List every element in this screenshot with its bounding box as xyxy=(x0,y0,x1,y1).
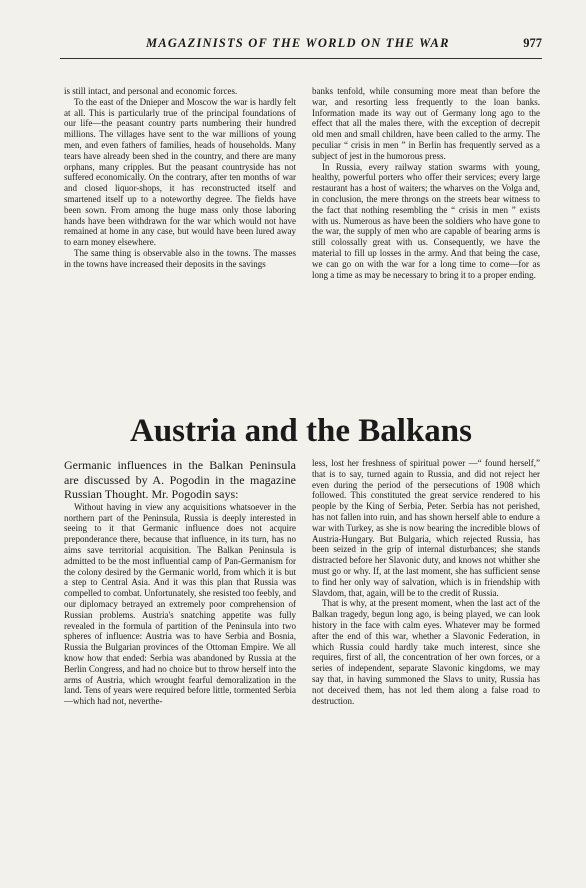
paragraph: In Russia, every railway station swarms with young, healthy, powerful porters who offer their services; every large restaurant has a host of waiters; the wharves on the Volga and, in conclusion, the mere throngs on the streets bear witness to the fact that nothing resembling the “ crisis in men ” exists with us. Numerous as have been the soldiers who have gone to the war, the supply of men who are capable of bearing arms is still colossally great with us. Consequently, we have the material to fill up losses in the army. And that being the case, we can go on with the war for a long time to come—for as long a time as may be necessary to bring it to a proper ending. xyxy=(312,161,540,280)
article-intro: Germanic influences in the Balkan Peninsula are discussed by A. Pogodin in the magazine Russian Thought. Mr. Pogodin says: xyxy=(64,458,296,502)
running-title: MAGAZINISTS OF THE WORLD ON THE WAR xyxy=(146,36,450,50)
paragraph: less, lost her freshness of spiritual power —“ found herself,” that is to say, turned again to Russia, and did not reject her even during the period of the persecutions of 1908 which followed. This constituted the great service rendered to his people by the King of Serbia, Peter. Serbia has not perished, has not fallen into ruin, and has shown herself able to endure a war with Turkey, as she is now bearing the incredible blows of Austria-Hungary. But Bulgaria, which rejected Russia, has been seized in the grip of internal disturbances; she stands distracted before her Slavonic duty, and knows not whither she must go or why. If, at the last moment, she has sufficient sense to find her only way of salvation, which is in friendship with Slavdom, that, again, will be to the credit of Russia. xyxy=(312,458,540,598)
top-left-column xyxy=(64,86,296,270)
page-number: 977 xyxy=(523,36,542,50)
header-rule xyxy=(60,58,542,59)
running-head xyxy=(60,36,542,56)
article-left-column xyxy=(64,458,296,707)
article-title: Austria and the Balkans xyxy=(129,413,472,450)
paragraph: That is why, at the present moment, when the last act of the Balkan tragedy, begun long ago, is being played, we can look history in the face with calm eyes. Whatever may be formed after the end of this war, whether a Slavonic Federation, in which Russia could hardly take much interest, since she requires, first of all, the concentration of her own forces, or a series of independent, separate Slavonic kingdoms, we may say that, in having summoned the Slavs to unity, Russia has not deceived them, has not led them along a false road to destruction. xyxy=(312,598,540,706)
paragraph: The same thing is observable also in the towns. The masses in the towns have increased their deposits in the savings xyxy=(64,247,296,269)
top-right-column xyxy=(312,86,540,280)
paragraph: banks tenfold, while consuming more meat than before the war, and resorting less frequently to the loan banks. Information made its way out of Germany long ago to the effect that all the males there, with the exception of decrepit old men and small children, have been called to the army. The peculiar “ crisis in men ” in Berlin has frequently served as a subject of jest in the humorous press. xyxy=(312,86,540,161)
paragraph: Without having in view any acquisitions whatsoever in the northern part of the Peninsula, Russia is deeply interested in seeing to it that Germanic influence does not acquire preponderance there, because that influence, in its turn, has no aims save territorial acquisition. The Balkan Peninsula is admitted to be the most influential camp of Pan-Germanism for the colony desired by the Germanic world, from which it is but a step to Central Asia. And it was this plan that Russia was compelled to combat. Unfortunately, she resisted too feebly, and our diplomacy betrayed an extremely poor comprehension of Russian problems. Austria's snatching appetite was fully revealed in the formula of partition of the Peninsula into two spheres of influence: Austria was to have Serbia and Bosnia, Russia the Bulgarian provinces of the Ottoman Empire. We all know how that ended: Serbia was abandoned by Russia at the Berlin Congress, and had no choice but to throw herself into the arms of Austria, which wrought fearful demoralization in the land. Tens of years were required before little, tormented Serbia—which had not, neverthe- xyxy=(64,501,296,707)
paragraph: To the east of the Dnieper and Moscow the war is hardly felt at all. This is particularly true of the principal foundations of our life—the peasant country parts numbering their hundred millions. The villages have sent to the war millions of young men, and even fathers of families, heads of households. Many tears have already been shed in the country, and there are many orphans, many cripples. But the peasant countryside has not suffered economically. On the contrary, after ten months of war and closed liquor-shops, it has reconstructed itself and smartened itself up to a noteworthy degree. The fields have been sown. From among the huge mass only those laboring hands have been withdrawn for the war which would not have remained at home in any case, but would have been lured away to earn money elsewhere. xyxy=(64,96,296,248)
article-right-column xyxy=(312,458,540,706)
paragraph: is still intact, and personal and economic forces. xyxy=(64,86,238,96)
